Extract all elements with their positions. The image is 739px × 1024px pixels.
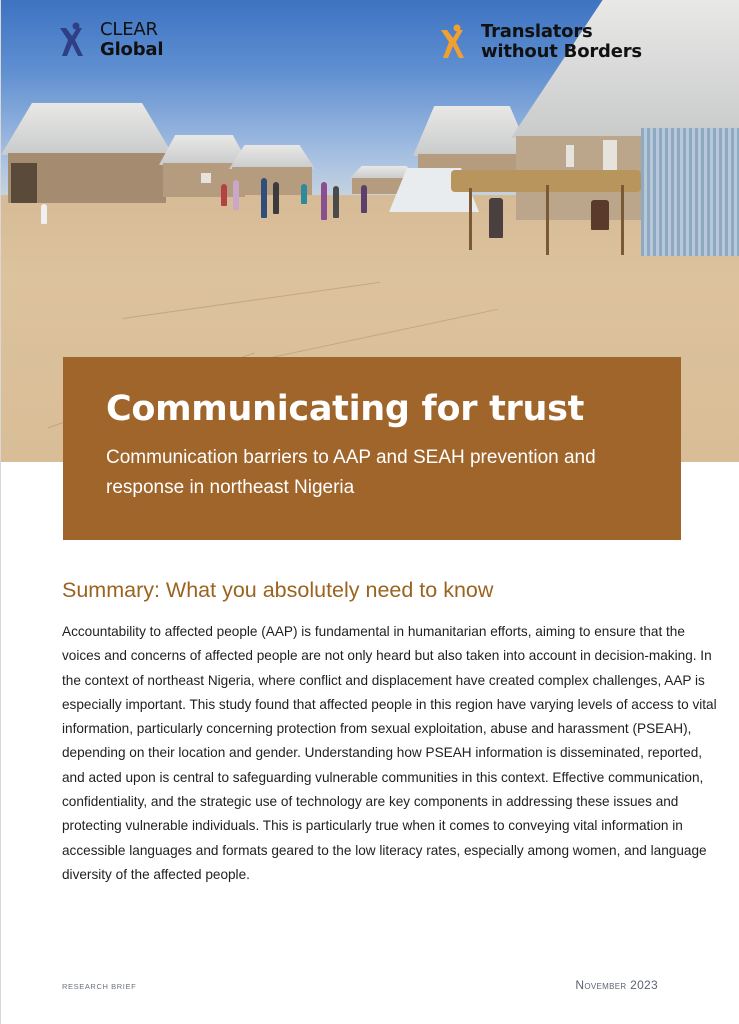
clear-global-figure-icon <box>58 20 86 60</box>
summary-paragraph: Accountability to affected people (AAP) is fundamental in humanitarian efforts, aiming to ensure that the voices and concerns of affected people are not only heard but also taken into account in decision-making. In the context of northeast Nigeria, where conflict and displacement have created complex challenges, AAP is especially important. This study found that affected people in this region have varying levels of access to vital information, particularly concerning protection from sexual exploitation, abuse and harassment (PSEAH), depending on their location and gender. Understanding how PSEAH information is disseminated, reported, and acted upon is central to safeguarding vulnerable communities in this context. Effective communication, confidentiality, and the strategic use of technology are key components in addressing these issues and protecting vulnerable individuals. This is particularly true when it comes to conveying vital information in accessible languages and formats geared to the low literacy rates, especially among women, and language diversity of the affected people. <box>62 624 717 882</box>
tin-shed <box>641 128 739 256</box>
clear-global-logo <box>58 20 163 60</box>
summary-heading: Summary: What you absolutely need to know <box>62 578 494 602</box>
twb-figure-icon <box>439 22 467 62</box>
clear-global-line1: CLEAR <box>100 19 158 40</box>
clear-global-line2: Global <box>100 39 164 60</box>
footer-date: November 2023 <box>575 978 658 992</box>
twb-line1: Translators <box>481 21 593 42</box>
title-box <box>63 357 681 540</box>
footer-doc-type: RESEARCH BRIEF <box>62 982 137 991</box>
document-title: Communicating for trust <box>106 389 585 429</box>
document-subtitle: Communication barriers to AAP and SEAH prevention and response in northeast Nigeria <box>106 447 596 498</box>
twb-line2: without Borders <box>481 41 642 62</box>
translators-without-borders-logo <box>439 22 642 62</box>
house <box>1 103 173 203</box>
